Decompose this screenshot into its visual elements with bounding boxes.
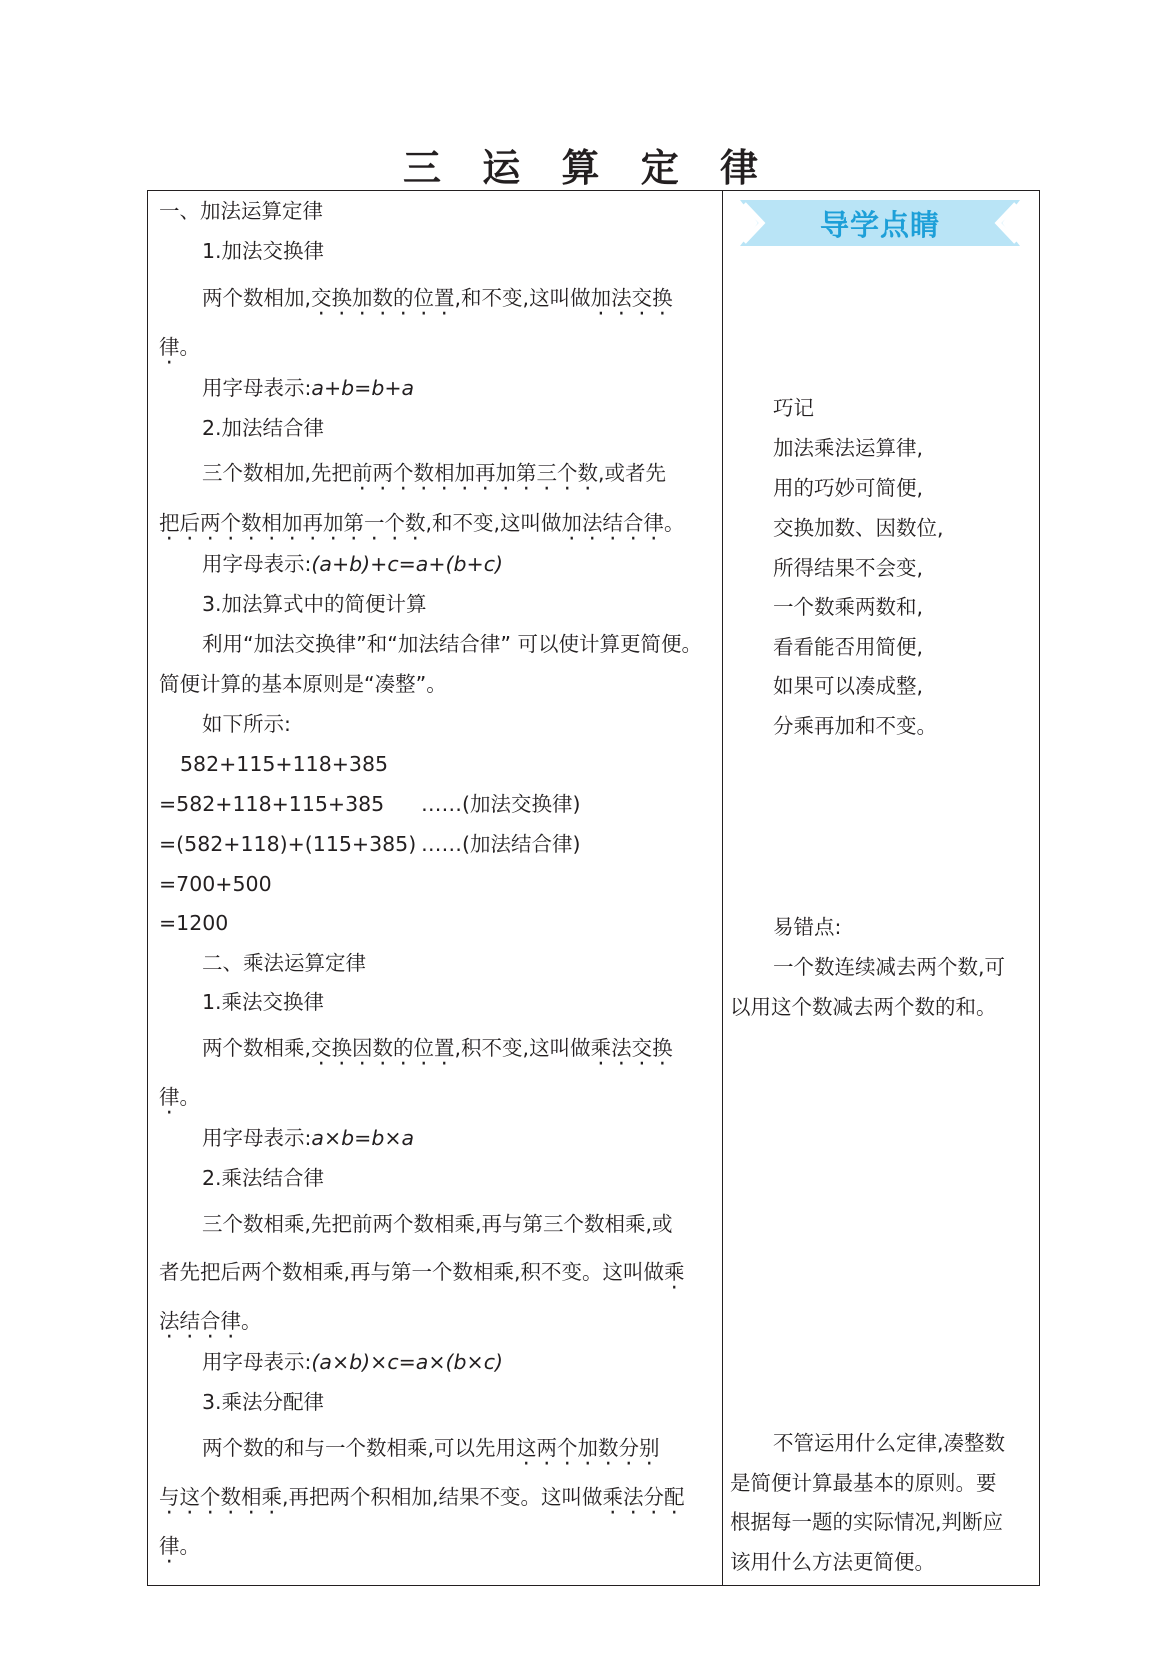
rule-text-addition-commutative-1: 两个数相加,交换加数的位置,和不变,这叫做加法交换 <box>202 286 673 310</box>
mnemonic-line: 一个数乘两数和, <box>773 595 924 619</box>
emphasis-char: 与 <box>159 1485 180 1509</box>
emphasis-char: 配 <box>664 1485 685 1509</box>
emphasis-char: 的 <box>393 286 414 310</box>
rule-text-multiplication-associative-1: 三个数相乘,先把前两个数相乘,再与第三个数相乘,或 <box>202 1212 673 1236</box>
rule-text-distributive-3: 律。 <box>159 1534 200 1558</box>
calc-line-2-note: ……(加法交换律) <box>421 792 581 816</box>
emphasis-char: 法 <box>611 286 632 310</box>
emphasis-char: 再 <box>302 511 323 535</box>
emphasis-char: 这 <box>179 1485 200 1509</box>
emphasis-char: 交 <box>631 1036 653 1060</box>
emphasis-char: 两 <box>372 461 394 485</box>
formula-multiplication-commutative: 用字母表示:a×b=b×a <box>202 1126 415 1150</box>
emphasis-char: 相 <box>261 511 282 535</box>
formula-addition-commutative: 用字母表示:a+b=b+a <box>202 376 415 400</box>
emphasis-char: 加 <box>590 286 612 310</box>
emphasis-char: 数 <box>413 461 435 485</box>
emphasis-char: 再 <box>475 461 496 485</box>
emphasis-char: 数 <box>598 1436 619 1460</box>
principle-note-1: 不管运用什么定律,凑整数 <box>773 1431 1006 1455</box>
calc-line-4: =700+500 <box>159 872 272 896</box>
emphasis-char: 个 <box>220 511 241 535</box>
emphasis-char: 加 <box>577 1436 599 1460</box>
emphasis-char: 第 <box>343 511 364 535</box>
emphasis-char: 个 <box>557 1436 578 1460</box>
rule-title-multiplication-associative: 2.乘法结合律 <box>202 1166 325 1190</box>
mnemonic-line: 所得结果不会变, <box>773 556 924 580</box>
emphasis-char: 数 <box>405 511 426 535</box>
rule-text-addition-associative-1: 三个数相加,先把前两个数相加再加第三个数,或者先 <box>202 461 667 485</box>
emphasis-char: 乘 <box>602 1485 624 1509</box>
emphasis-char: 相 <box>434 461 455 485</box>
emphasis-char: 别 <box>639 1436 660 1460</box>
rule-title-addition-associative: 2.加法结合律 <box>202 416 325 440</box>
emphasis-char: 乘 <box>664 1260 685 1284</box>
pitfall-title: 易错点: <box>773 915 842 939</box>
emphasis-char: 数 <box>372 1036 394 1060</box>
rule-title-addition-shortcut: 3.加法算式中的简便计算 <box>202 592 427 616</box>
rule-text-multiplication-commutative-1: 两个数相乘,交换因数的位置,积不变,这叫做乘法交换 <box>202 1036 673 1060</box>
calc-line-5: =1200 <box>159 911 229 935</box>
calc-line-3: =(582+118)+(115+385) <box>159 832 417 856</box>
emphasis-char: 加 <box>454 461 476 485</box>
emphasis-char: 交 <box>631 286 653 310</box>
emphasis-char: 法 <box>582 511 603 535</box>
emphasis-char: 律 <box>643 511 665 535</box>
calc-line-2: =582+118+115+385 <box>159 792 385 816</box>
emphasis-char: 位 <box>413 286 435 310</box>
mnemonic-title: 巧记 <box>773 396 814 420</box>
emphasis-char: 换 <box>652 286 673 310</box>
emphasis-char: 法 <box>623 1485 644 1509</box>
rule-title-addition-commutative: 1.加法交换律 <box>202 239 325 263</box>
example-label: 如下所示: <box>202 712 291 736</box>
rule-title-distributive: 3.乘法分配律 <box>202 1390 325 1414</box>
page-title: 三 运 算 定 律 <box>403 146 772 190</box>
emphasis-char: 数 <box>241 511 262 535</box>
emphasis-char: 乘 <box>261 1485 282 1509</box>
emphasis-char: 合 <box>200 1309 221 1333</box>
calc-line-1: 582+115+118+385 <box>180 752 389 776</box>
emphasis-char: 分 <box>618 1436 640 1460</box>
emphasis-char: 加 <box>282 511 303 535</box>
emphasis-char: 个 <box>393 461 414 485</box>
mnemonic-line: 分乘再加和不变。 <box>773 714 937 738</box>
section-heading-multiplication: 二、乘法运算定律 <box>202 951 366 975</box>
emphasis-char: 第 <box>516 461 537 485</box>
rule-title-multiplication-commutative: 1.乘法交换律 <box>202 990 325 1014</box>
emphasis-char: 加 <box>561 511 583 535</box>
section-heading-addition: 一、加法运算定律 <box>159 199 323 223</box>
mnemonic-line: 看看能否用简便, <box>773 635 924 659</box>
pitfall-text-1: 一个数连续减去两个数,可 <box>773 955 1006 979</box>
emphasis-char: 加 <box>352 286 373 310</box>
column-divider <box>722 190 723 1586</box>
emphasis-char: 法 <box>159 1309 180 1333</box>
emphasis-char: 两 <box>200 511 221 535</box>
emphasis-char: 换 <box>331 1036 353 1060</box>
emphasis-char: 个 <box>384 511 405 535</box>
formula-addition-associative: 用字母表示:(a+b)+c=a+(b+c) <box>202 552 503 576</box>
emphasis-char: 把 <box>159 511 180 535</box>
mnemonic-line: 加法乘法运算律, <box>773 436 924 460</box>
emphasis-char: 的 <box>393 1036 414 1060</box>
shortcut-text-2: 简便计算的基本原则是“凑整”。 <box>159 672 447 696</box>
principle-note-4: 该用什么方法更简便。 <box>730 1550 935 1574</box>
emphasis-char: 三 <box>536 461 558 485</box>
mnemonic-line: 如果可以凑成整, <box>773 674 924 698</box>
rule-text-distributive-1: 两个数的和与一个数相乘,可以先用这两个加数分别 <box>202 1436 660 1460</box>
emphasis-char: 一 <box>364 511 385 535</box>
principle-note-2: 是简便计算最基本的原则。要 <box>730 1471 997 1495</box>
principle-note-3: 根据每一题的实际情况,判断应 <box>730 1510 1004 1534</box>
banner-title: 导学点睛 <box>819 208 940 242</box>
emphasis-char: 个 <box>200 1485 221 1509</box>
emphasis-char: 前 <box>352 461 373 485</box>
emphasis-char: 这 <box>516 1436 537 1460</box>
mnemonic-line: 交换加数、因数位, <box>773 516 944 540</box>
emphasis-char: 律 <box>159 1534 180 1558</box>
emphasis-char: 置 <box>434 1036 455 1060</box>
pitfall-text-2: 以用这个数减去两个数的和。 <box>730 995 997 1019</box>
emphasis-char: 结 <box>602 511 624 535</box>
emphasis-char: 数 <box>577 461 599 485</box>
rule-text-multiplication-associative-2: 者先把后两个数相乘,再与第一个数相乘,积不变。这叫做乘 <box>159 1260 685 1284</box>
emphasis-char: 交 <box>311 1036 332 1060</box>
emphasis-char: 后 <box>179 511 200 535</box>
formula-multiplication-associative: 用字母表示:(a×b)×c=a×(b×c) <box>202 1350 503 1374</box>
emphasis-char: 律 <box>159 1085 180 1109</box>
emphasis-char: 加 <box>323 511 344 535</box>
emphasis-char: 换 <box>652 1036 673 1060</box>
shortcut-text-1: 利用“加法交换律”和“加法结合律” 可以使计算更简便。 <box>202 632 702 656</box>
rule-text-addition-commutative-2: 律。 <box>159 335 200 359</box>
emphasis-char: 律 <box>220 1309 241 1333</box>
emphasis-char: 个 <box>557 461 578 485</box>
emphasis-char: 律 <box>159 335 180 359</box>
calc-line-3-note: ……(加法结合律) <box>421 832 581 856</box>
rule-text-distributive-2: 与这个数相乘,再把两个积相加,结果不变。这叫做乘法分配 <box>159 1485 685 1509</box>
rule-text-multiplication-commutative-2: 律。 <box>159 1085 200 1109</box>
emphasis-char: 加 <box>495 461 517 485</box>
emphasis-char: 数 <box>220 1485 241 1509</box>
emphasis-char: 合 <box>623 511 644 535</box>
emphasis-char: 数 <box>372 286 394 310</box>
emphasis-char: 相 <box>241 1485 262 1509</box>
emphasis-char: 换 <box>331 286 353 310</box>
emphasis-char: 分 <box>643 1485 665 1509</box>
emphasis-char: 乘 <box>590 1036 612 1060</box>
emphasis-char: 位 <box>413 1036 435 1060</box>
emphasis-char: 法 <box>611 1036 632 1060</box>
emphasis-char: 置 <box>434 286 455 310</box>
emphasis-char: 交 <box>311 286 332 310</box>
rule-text-addition-associative-2: 把后两个数相加再加第一个数,和不变,这叫做加法结合律。 <box>159 511 685 535</box>
emphasis-char: 结 <box>179 1309 200 1333</box>
emphasis-char: 两 <box>536 1436 558 1460</box>
emphasis-char: 因 <box>352 1036 373 1060</box>
mnemonic-line: 用的巧妙可简便, <box>773 476 924 500</box>
rule-text-multiplication-associative-3: 法结合律。 <box>159 1309 262 1333</box>
